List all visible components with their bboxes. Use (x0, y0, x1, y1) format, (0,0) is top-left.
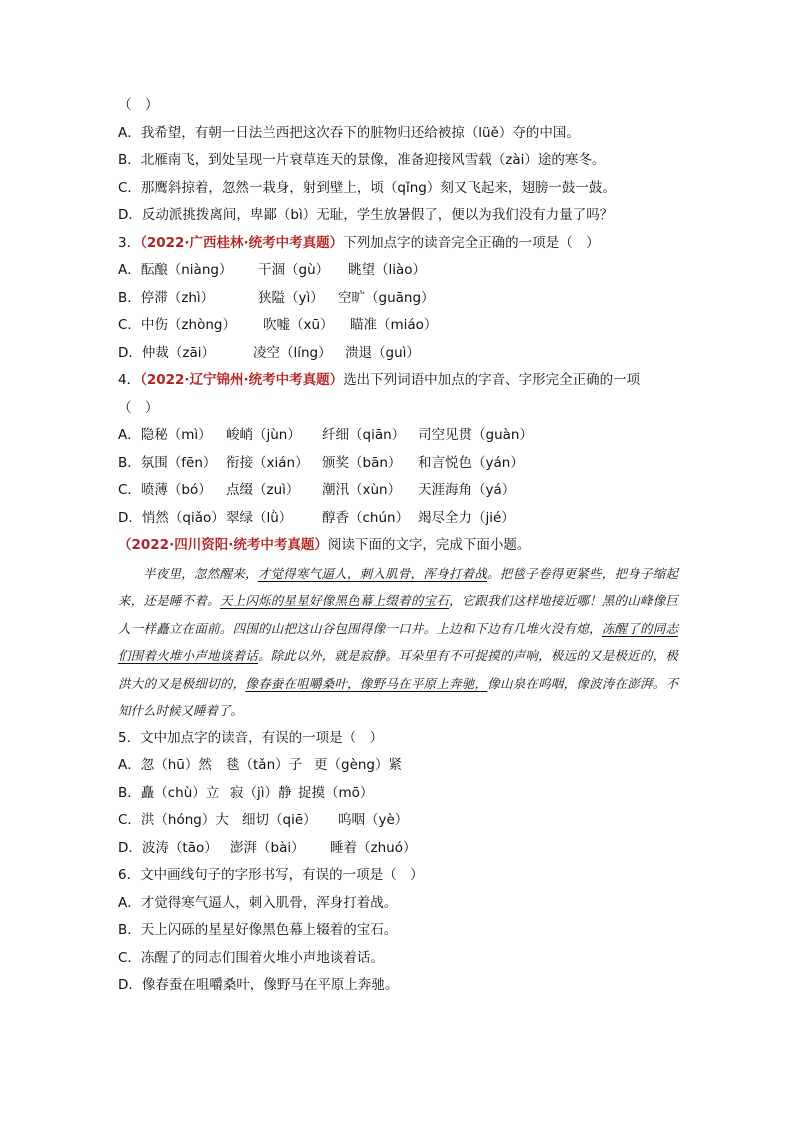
q4-option-a (118, 422, 698, 450)
reading-passage (118, 560, 678, 725)
q4-b-2: 衔接（xián） (226, 454, 309, 471)
passage-text-5: 像山泉在呜咽，像波涛在澎湃。不知什么时候又睡着了。 (118, 675, 678, 718)
q4-b-3: 颁奖（bān） (322, 454, 402, 471)
passage-text-4: 。除此以外，就是寂静。耳朵里有不可捉摸的声响，极远的又是极近的，极洪大的又是极细切的， (118, 648, 678, 691)
q3-option-c (118, 312, 698, 340)
q2-option-a: A．我希望，有朝一日法兰西把这次吞下的脏物归还给被掠（lüě）夺的中国。 (118, 124, 580, 141)
q5-b-2: 寂（jì）静 (230, 784, 292, 801)
passage-text-1: 半夜里，忽然醒来， (143, 565, 258, 581)
passage-underlined-4: 像春蚕在咀嚼桑叶，像野马在平原上奔驰， (245, 675, 488, 691)
q4-d-4: 竭尽全力（jié） (418, 509, 515, 526)
q5-option-a (118, 752, 698, 780)
q4-d-2: 翠绿（lǜ） (226, 509, 293, 526)
q5-b-1: B．矗（chù）立 (118, 784, 220, 801)
q4-c-1: C．喷薄（bó） (118, 482, 212, 498)
passage-text-2: 。把毯子卷得更紧些，把身子缩起来，还是睡不着。 (118, 565, 678, 608)
q2-paren: （ ） (118, 97, 159, 113)
q4-source: （2022·辽宁锦州·统考中考真题） (140, 372, 344, 388)
q5-d-2: 澎湃（bài） (230, 839, 305, 856)
reading-instruction: 阅读下面的文字，完成下面小题。 (327, 537, 531, 553)
passage-text-3: ，它跟我们这样地接近哪！黑的山峰像巨人一样矗立在面前。四围的山把这山谷包围得像一口井。上边和下边有几堆火没有熄， (118, 593, 678, 636)
q5-b-3: 捉摸（mō） (298, 784, 374, 801)
q4-c-2: 点缀（zuì） (226, 482, 300, 498)
q3-d-1: D．仲裁（zāi） (118, 344, 216, 361)
q3-d-3: 溃退（guì） (345, 344, 420, 361)
q4-c-3: 潮汛（xùn） (322, 482, 402, 498)
q5-a-1: A．忽（hū）然 (118, 757, 212, 773)
q4-question: 选出下列词语中加点的字音、字形完全正确的一项 (343, 372, 641, 388)
q2-option-d: D．反动派挑拨离间，卑鄙（bì）无耻，学生放暑假了，便以为我们没有力量了吗？ (118, 207, 614, 223)
q3-c-1: C．中伤（zhòng） (118, 317, 236, 333)
q4-paren: （ ） (118, 399, 159, 416)
q4-option-b (118, 450, 698, 478)
q3-a-2: 干涸（gù） (258, 262, 330, 278)
passage-underlined-2: 天上闪烁的星星好像黑色幕上缀着的宝石 (219, 593, 450, 608)
q2-option-b: B．北雁南飞，到处呈现一片衰草连天的景像，准备迎接风雪载（zài）途的寒冬。 (118, 152, 606, 168)
q4-stem (118, 367, 698, 395)
q3-option-d (118, 340, 698, 368)
q3-stem (118, 230, 698, 258)
q6-stem: 6．文中画线句子的字形书写，有误的一项是（ ） (118, 867, 424, 883)
q5-a-2: 毯（tǎn）子 (226, 757, 303, 773)
q3-source: （2022·广西桂林·统考中考真题） (140, 234, 344, 251)
q2-option-c: C．那鹰斜掠着，忽然一栽身，射到壁上，顷（qǐng）刻又飞起来，翅膀一鼓一鼓。 (118, 179, 616, 196)
q4-a-1: A．隐秘（mì） (118, 427, 212, 443)
q5-option-c (118, 807, 698, 835)
q3-d-2: 凌空（líng） (253, 344, 332, 361)
q3-question: 下列加点字的读音完全正确的一项是（ ） (343, 234, 600, 251)
q4-d-1: D．悄然（qiǎo） (118, 509, 225, 526)
q4-a-3: 纤细（qiān） (322, 427, 406, 443)
q3-c-2: 吹嘘（xū） (263, 317, 334, 333)
q5-c-1: C．洪（hóng）大 (118, 812, 229, 828)
reading-stem (118, 532, 698, 560)
q5-d-3: 睡着（zhuó） (330, 839, 417, 856)
q5-d-1: D．波涛（tāo） (118, 839, 218, 856)
q4-number: 4． (118, 372, 141, 388)
worksheet (118, 92, 698, 1000)
q4-c-4: 天涯海角（yá） (418, 482, 516, 498)
q5-stem: 5．文中加点字的读音，有误的一项是（ ） (118, 729, 384, 746)
q3-b-3: 空旷（guāng） (338, 289, 435, 306)
passage-underlined-3: 冻醒了的同志们围着火堆小声地谈着话 (118, 620, 678, 663)
q3-number: 3． (118, 234, 141, 251)
q3-c-3: 瞄准（miáo） (350, 317, 438, 333)
reading-source: （2022·四川资阳·统考中考真题） (118, 537, 328, 553)
q3-a-1: A．酝酿（niàng） (118, 262, 233, 278)
q3-b-1: B．停滞（zhì） (118, 289, 215, 306)
q5-a-3: 更（gèng）紧 (314, 757, 403, 773)
q3-b-2: 狭隘（yì） (258, 289, 324, 306)
q3-a-3: 眺望（liào） (348, 262, 427, 278)
q5-c-3: 呜咽（yè） (338, 812, 409, 828)
q5-c-2: 细切（qiē） (242, 812, 317, 828)
q5-option-d (118, 835, 698, 863)
q4-a-2: 峻峭（jùn） (226, 427, 301, 443)
q6-option-a: A．才觉得寒气逼人，刺入肌骨，浑身打着战。 (118, 894, 398, 911)
q4-d-3: 醇香（chún） (322, 509, 410, 526)
q3-option-a (118, 257, 698, 285)
q5-option-b (118, 780, 698, 808)
q4-b-4: 和言悦色（yán） (418, 454, 524, 471)
q4-b-1: B．氛围（fēn） (118, 454, 217, 471)
q4-option-d (118, 505, 698, 533)
q4-option-c (118, 477, 698, 505)
q6-option-c: C．冻醒了的同志们围着火堆小声地谈着话。 (118, 949, 384, 966)
passage-underlined-1: 才觉得寒气逼人，刺入肌骨，浑身打着战 (257, 565, 488, 581)
q4-a-4: 司空见贯（guàn） (418, 427, 533, 443)
q6-option-b: B．天上闪砾的星星好像黑色幕上辍着的宝石。 (118, 922, 398, 938)
q3-option-b (118, 285, 698, 313)
q6-option-d: D．像春蚕在咀嚼桑叶，像野马在平原上奔驰。 (118, 977, 399, 993)
